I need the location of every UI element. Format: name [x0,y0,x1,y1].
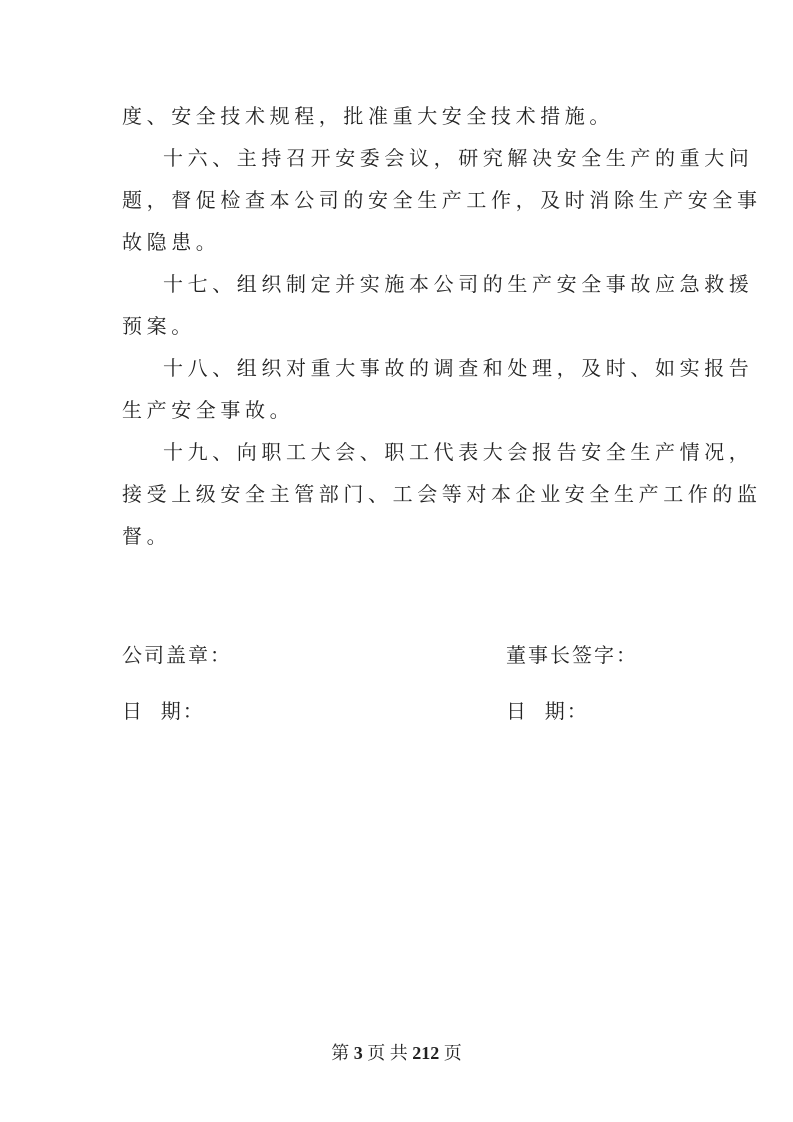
body-line: 题，督促检查本公司的安全生产工作，及时消除生产安全事 [122,188,762,212]
date-left-label: 日 期： [122,699,205,723]
body-line: 十七、组织制定并实施本公司的生产安全事故应急救援 [163,272,754,296]
body-line: 十九、向职工大会、职工代表大会报告安全生产情况， [163,440,754,464]
body-line: 接受上级安全主管部门、工会等对本企业安全生产工作的监 [122,482,762,506]
chairman-sign-label: 董事长签字： [506,643,638,667]
body-line: 十六、主持召开安委会议，研究解决安全生产的重大问 [163,146,754,170]
footer-middle: 页 共 [367,1043,408,1063]
body-line: 生产安全事故。 [122,398,295,422]
company-seal-label: 公司盖章： [122,643,232,667]
body-line: 十八、组织对重大事故的调查和处理，及时、如实报告 [163,356,754,380]
current-page-number: 3 [353,1043,363,1063]
total-pages-number: 212 [412,1043,440,1063]
body-line: 故隐患。 [122,230,221,254]
body-line: 预案。 [122,314,196,338]
body-line: 督。 [122,524,172,548]
footer-suffix: 页 [443,1043,462,1063]
footer-prefix: 第 [331,1043,350,1063]
page-footer [0,1042,793,1064]
date-right-label: 日 期： [506,699,589,723]
body-line: 度、安全技术规程，批准重大安全技术措施。 [122,104,614,128]
